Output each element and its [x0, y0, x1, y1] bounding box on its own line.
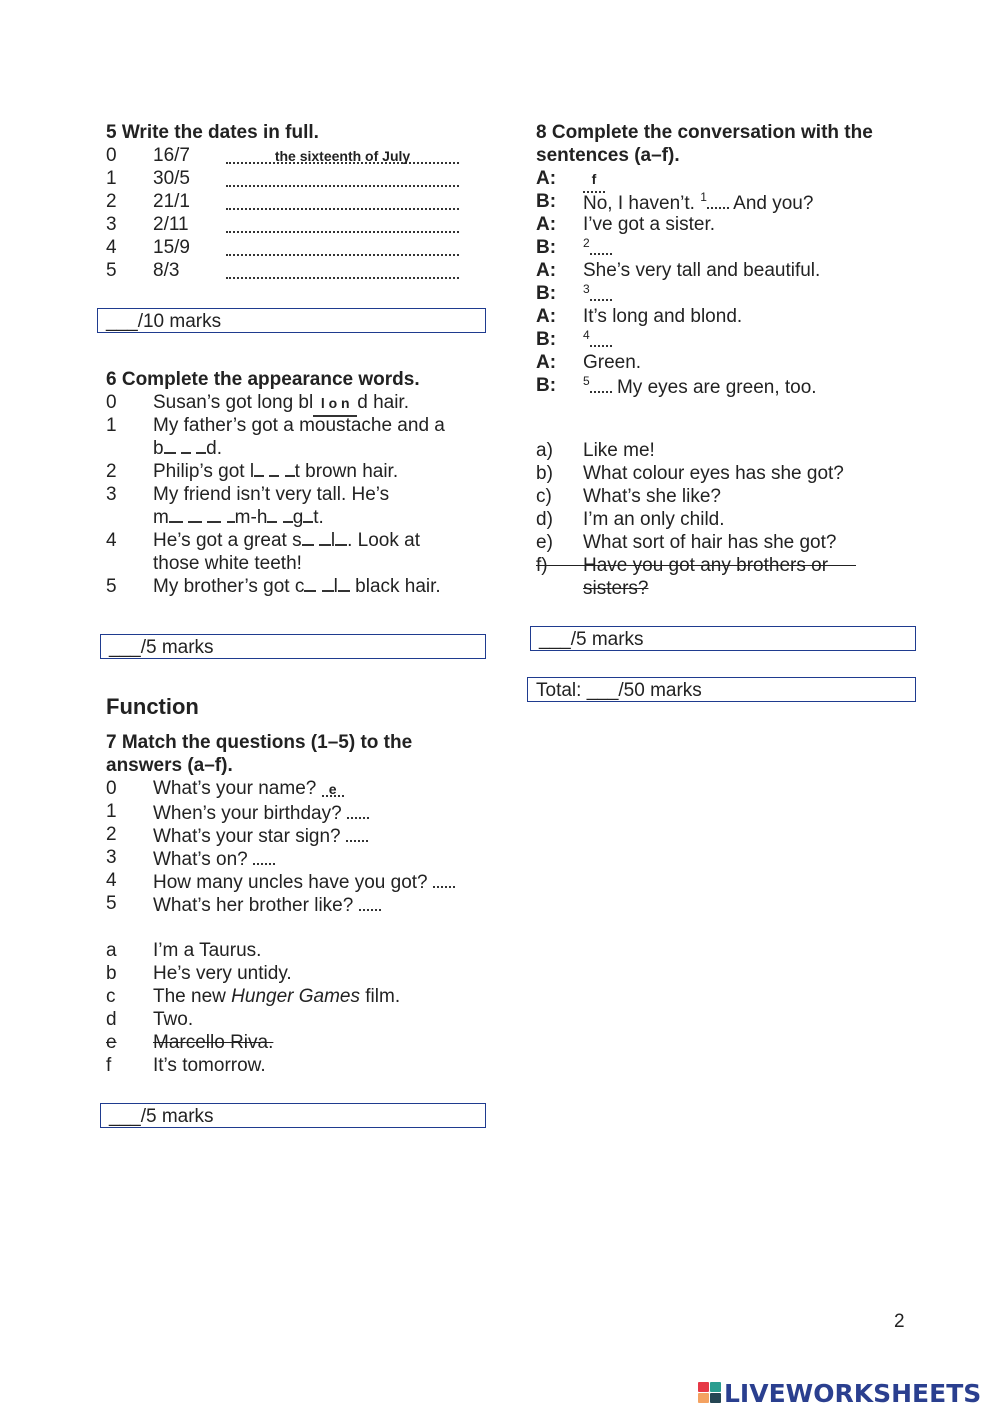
date-value: 15/9	[153, 237, 190, 258]
ex6-list	[106, 391, 486, 611]
ex8-title-cont: sentences (a–f).	[536, 145, 680, 166]
answer-field[interactable]	[590, 328, 612, 347]
answer-field[interactable]	[226, 236, 459, 256]
list-item: 2 21/1	[106, 190, 486, 213]
logo-icon	[698, 1382, 722, 1404]
date-value: 2/11	[153, 214, 189, 235]
ex5-marks-box: ___/10 marks	[97, 308, 486, 333]
answer-field[interactable]	[226, 213, 459, 233]
ex6-marks-box: ___/5 marks	[100, 634, 486, 659]
list-item-cont: those white teeth!	[153, 553, 302, 574]
list-item: 0 Susan’s got long bl l o n d hair.	[106, 391, 486, 414]
answer-field[interactable]	[226, 167, 459, 187]
ex5-title: 5 Write the dates in full.	[106, 122, 319, 143]
date-value: 30/5	[153, 168, 190, 189]
liveworksheets-logo	[698, 1378, 981, 1408]
answer-field[interactable]	[226, 259, 459, 279]
date-value: 8/3	[153, 260, 180, 281]
answer-field[interactable]	[359, 892, 381, 911]
answer-field[interactable]	[346, 823, 368, 842]
ex8-options: a) Like me! b) What colour eyes has she got? c) What’s she like? d) I’m an only child. e) What sort of hair has she got? f) Have you got any brothers or sisters?	[536, 439, 936, 604]
date-value: 21/1	[153, 191, 190, 212]
answer-field[interactable]: f	[583, 168, 605, 193]
ex8-title: 8 Complete the conversation with the	[536, 122, 873, 143]
ex8-dialogue: A: f B: No, I haven’t. $^1$ And you? A: I’ve got a sister. B: $^2$ A: She’s very tall and beautiful. B: $^3$ A: It’s long and blond. B: $^4$ A: Green. B: $^5$ My eyes are green, too.	[536, 168, 821, 398]
list-item-used-cont: sisters?	[583, 578, 649, 599]
list-item-cont: m m-h g t.	[153, 507, 324, 528]
logo-text: LIVEWORKSHEETS	[724, 1378, 982, 1408]
answer-field[interactable]	[590, 374, 612, 393]
list-item-cont: b d.	[153, 438, 222, 459]
ex7-answers: a I’m a Taurus. b He’s very untidy. c The new Hunger Games film. d Two. e Marcello Riva. f It’s tomorrow.	[106, 940, 401, 1076]
list-item: 3 2/11	[106, 213, 486, 236]
ex7-marks-box: ___/5 marks	[100, 1103, 486, 1128]
list-item: 4 15/9	[106, 236, 486, 259]
page-number: 2	[894, 1311, 905, 1332]
answer-field[interactable]	[590, 282, 612, 301]
list-item: 1 30/5	[106, 167, 486, 190]
list-item: 0 16/7 the sixteenth of July	[106, 144, 486, 167]
answer-field[interactable]	[707, 190, 729, 209]
list-item: 4 He’s got a great s l . Look at	[106, 530, 420, 551]
answer-field[interactable]: e	[322, 778, 344, 797]
list-item: 5 8/3	[106, 259, 486, 282]
answer-field[interactable]: the sixteenth of July	[226, 144, 459, 164]
total-marks-box: Total: ___/50 marks	[527, 677, 916, 702]
answer-field[interactable]	[253, 846, 275, 865]
date-value: 16/7	[153, 145, 190, 166]
ex8-marks-box: ___/5 marks	[530, 626, 916, 651]
ex6-title: 6 Complete the appearance words.	[106, 369, 420, 390]
ex7-title-cont: answers (a–f).	[106, 755, 233, 776]
list-item: 1 My father’s got a moustache and a	[106, 415, 445, 436]
answer-field[interactable]	[226, 190, 459, 210]
answer-field[interactable]	[347, 800, 369, 819]
answer-field[interactable]	[433, 869, 455, 888]
ex7-title: 7 Match the questions (1–5) to the	[106, 732, 413, 753]
filled-letters: l o n	[313, 392, 357, 417]
list-item-used: f) Have you got any brothers or	[536, 554, 856, 577]
list-item: 2 Philip’s got l t brown hair.	[106, 461, 399, 482]
answer-field[interactable]	[590, 236, 612, 255]
list-item: 3 My friend isn’t very tall. He’s	[106, 484, 390, 505]
list-item: 5 My brother’s got c l black hair.	[106, 576, 441, 597]
section-heading-function: Function	[106, 694, 199, 719]
